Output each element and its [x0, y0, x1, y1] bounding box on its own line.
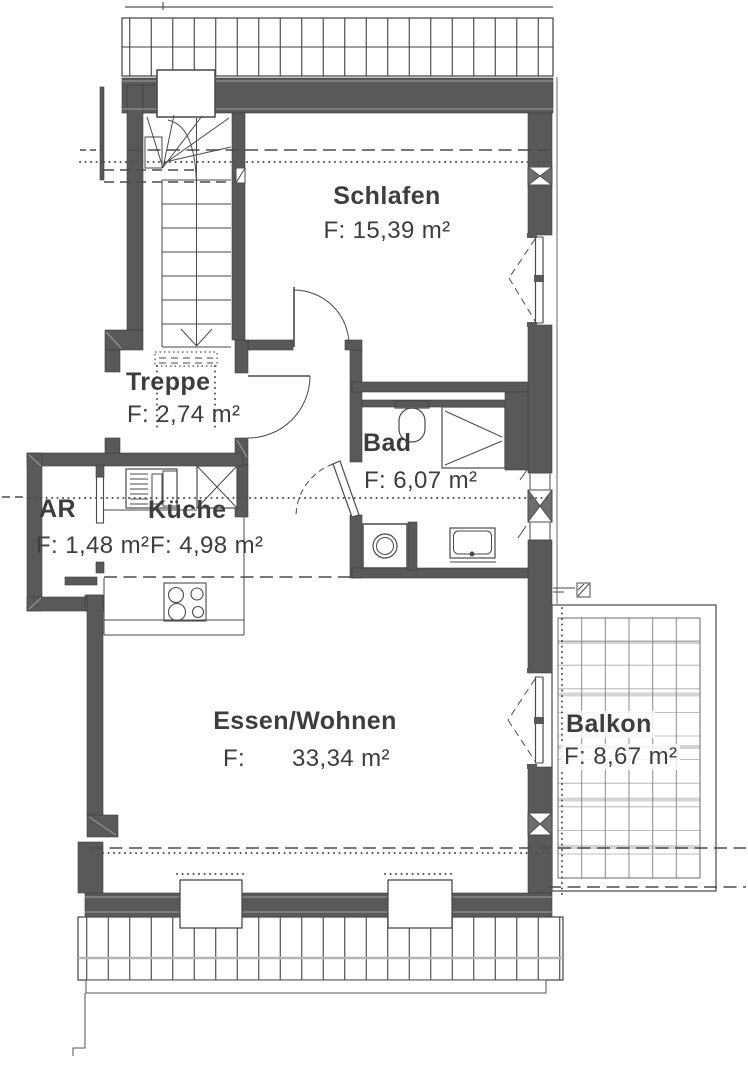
window-schlafen	[509, 233, 544, 327]
stair-wall-niche	[236, 168, 245, 183]
roof-hatch-top	[122, 18, 553, 76]
room-area-ar: F: 1,48 m²	[36, 532, 150, 559]
door-schlafen	[294, 287, 349, 347]
room-area-essen-wohnen-label: F:	[223, 745, 246, 772]
room-label-balkon: Balkon	[563, 711, 655, 738]
stair-landing-outline	[145, 137, 162, 168]
room-label-bad: Bad	[363, 429, 412, 457]
stair-landing-dotted-box	[155, 352, 217, 366]
door-ar-sliding	[97, 477, 104, 523]
room-area-treppe: F: 2,74 m²	[127, 401, 241, 428]
dormer-window-left	[180, 880, 242, 928]
balcony-drain-symbol	[553, 583, 590, 597]
door-bad	[296, 461, 359, 517]
room-label-ar: AR	[39, 495, 76, 523]
room-area-bad: F: 6,07 m²	[364, 467, 478, 494]
stair-winders	[147, 115, 231, 168]
bathroom-sink	[450, 528, 496, 562]
shaft-symbol-balcony	[528, 813, 552, 835]
chimney	[157, 70, 215, 117]
room-label-essen-wohnen: Essen/Wohnen	[213, 707, 397, 735]
dormer-window-right	[388, 880, 452, 928]
room-label-treppe: Treppe	[126, 368, 211, 396]
roof-hatch-bottom	[73, 917, 563, 1056]
staircase	[145, 115, 245, 366]
room-area-kueche: F: 4,98 m²	[150, 532, 264, 559]
room-area-schlafen: F: 15,39 m²	[323, 217, 451, 244]
room-area-essen-wohnen-value: 33,34 m²	[292, 745, 390, 772]
roof-ridge-line-top	[125, 2, 553, 10]
shaft-symbol-bad	[518, 470, 552, 540]
shower	[442, 407, 505, 468]
cooktop	[164, 583, 206, 621]
washing-machine	[363, 524, 407, 568]
room-label-schlafen: Schlafen	[333, 182, 441, 210]
room-area-balkon: F: 8,67 m²	[561, 744, 680, 770]
shaft-symbol-top	[528, 167, 552, 185]
window-balcony-door	[508, 668, 544, 769]
room-label-kueche: Küche	[148, 496, 227, 524]
door-living	[248, 376, 310, 438]
